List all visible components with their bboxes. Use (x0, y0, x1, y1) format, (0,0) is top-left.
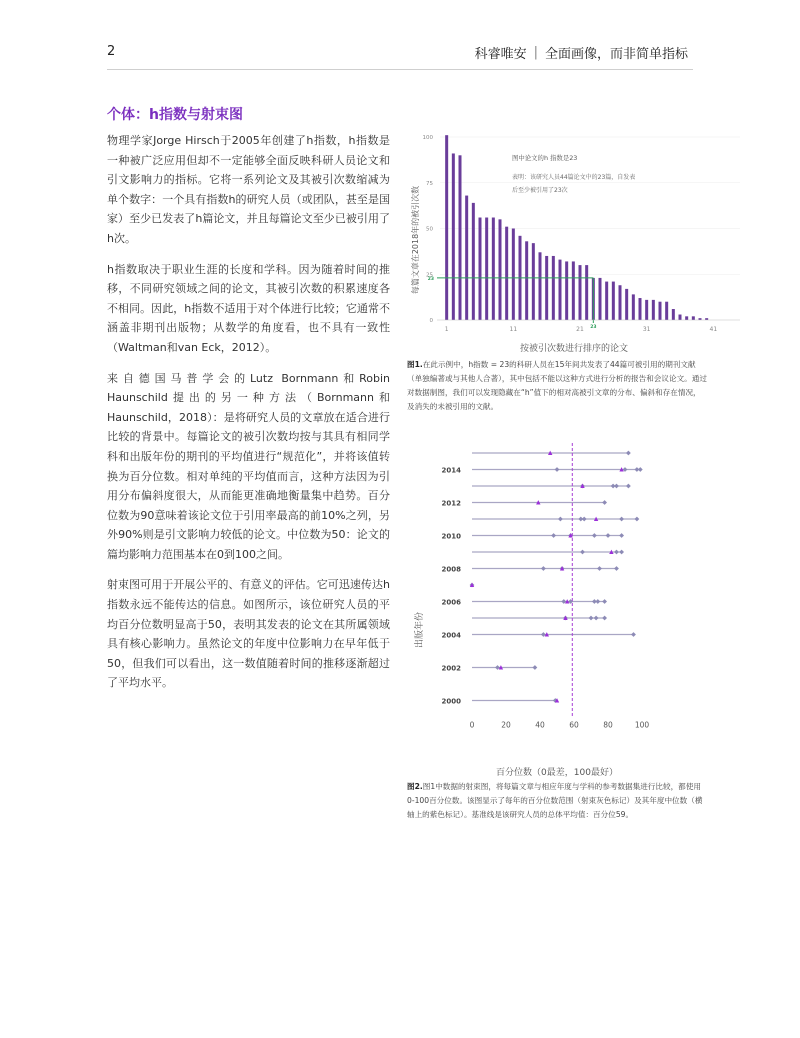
beam-point (558, 517, 563, 522)
bar (459, 155, 462, 320)
y-tick-label: 100 (422, 135, 433, 141)
beam-point (602, 500, 607, 505)
beam-row (472, 484, 631, 489)
x-axis-label: 百分位数（0最差，100最好） (496, 768, 618, 778)
beam-row (472, 500, 607, 505)
beam-point (580, 550, 585, 555)
x-tick-label: 100 (634, 720, 650, 730)
h-index-y-marker: 23 (427, 276, 434, 282)
beam-point (631, 632, 636, 637)
y-tick-label: 2010 (441, 532, 461, 541)
paragraph-percentile-method: 来自德国马普学会的Lutz Bornmann和Robin Haunschild提出的另一种方法（Bornmann和Haunschild，2018）：是将研究人员的文章放在适合进行比较的背景中。每篇论文的被引次数均按与其具有相同学科和出版年份的期刊的平均值进行“规范化”，并将该值转换为百分位数。相对单纯的平均值而言，这种方法因为引用分布偏斜度很大，从而能更准确地衡量集中趋势。百分位数为90意味着该论文位于引用率最高的前10%之列，另外90%则是引文影响力较低的论文。中位数为50：论文的篇均影响力范围基本在0到100之间。 (107, 371, 390, 561)
beam-point (582, 517, 587, 522)
header-separator: | (533, 45, 538, 60)
y-tick-label: 2012 (441, 499, 461, 508)
bar (499, 219, 502, 320)
beam-point (614, 566, 619, 571)
y-tick-label: 2000 (441, 697, 461, 706)
bar (639, 298, 642, 320)
beam-point (551, 533, 556, 538)
bar (552, 256, 555, 320)
bar (625, 289, 628, 320)
paragraph-beamplot: 射束图可用于开展公平的、有意义的评估。它可迅速传达h指数永远不能传达的信息。如图所示，该位研究人员的平均百分位数明显高于50，表明其发表的论文在其所属领域具有核心影响力。虽然论文的年度中位影响力在早年低于50，但我们可以看出，这一数值随着时间的推移逐渐超过了平均水平。 (107, 578, 390, 690)
bar (565, 261, 568, 320)
bar (652, 300, 655, 320)
x-tick-label: 31 (642, 326, 651, 333)
beam-point (533, 665, 538, 670)
y-tick-label: 0 (429, 318, 433, 324)
beam-row (472, 550, 624, 555)
bar (645, 300, 648, 320)
beam-point (614, 484, 619, 489)
y-tick-label: 25 (426, 272, 433, 279)
figure-1-caption (407, 358, 707, 414)
y-gridlines (440, 137, 740, 274)
beam-point (614, 550, 619, 555)
x-axis-label: 按被引次数进行排序的论文 (519, 344, 629, 354)
header-divider (107, 69, 693, 70)
page-number: 2 (107, 44, 116, 59)
h-index-x-marker: 23 (590, 325, 597, 330)
figure-2-beamplot (408, 440, 658, 785)
header-slogan: 全面画像，而非简单指标 (544, 47, 688, 62)
bar (452, 153, 455, 320)
running-header (475, 43, 688, 62)
beam-row (472, 467, 643, 472)
beam-point (541, 566, 546, 571)
bar (545, 256, 548, 320)
bar (692, 316, 695, 320)
x-tick-label: 1 (444, 326, 449, 333)
bar (512, 229, 515, 321)
x-tick-label: 80 (603, 720, 613, 730)
bar (659, 302, 662, 320)
x-tick-label: 21 (576, 326, 584, 333)
beam-point (635, 517, 640, 522)
beam-point (619, 533, 624, 538)
beamplot-rows (470, 451, 643, 703)
beam-point (626, 484, 631, 489)
beamplot-axes (442, 467, 650, 730)
beam-row (472, 533, 624, 538)
bar (539, 252, 542, 320)
beam-row (470, 583, 475, 588)
body-text-column (107, 131, 390, 704)
bar (672, 309, 675, 320)
bar (485, 218, 488, 320)
annotation-explanation-2: 后至少被引用了23次 (512, 187, 568, 194)
beam-row (472, 616, 607, 621)
y-tick-labels (423, 135, 434, 324)
x-tick-labels (445, 326, 718, 333)
bar (525, 241, 528, 320)
figure-1-citation-bar-chart (404, 125, 744, 355)
paragraph-h-index-limits: h指数取决于职业生涯的长度和学科。因为随着时间的推移，不同研究领域之间的论文，其被引次数的积累速度各不相同。因此，h指数不适用于对个体进行比较；它通常不涵盖非期刊出版物；从数学的角度看，也不具有一致性（Waltman和van Eck，2012）。 (107, 262, 390, 354)
bar (612, 282, 615, 320)
bar (492, 218, 495, 320)
bar (679, 315, 682, 320)
beam-row (472, 632, 636, 637)
bar (465, 196, 468, 320)
figure-2-caption (407, 780, 707, 822)
beam-point (602, 599, 607, 604)
annotation-explanation-1: 表明：该研究人员44篇论文中的23篇，自发表 (512, 174, 636, 181)
bar (472, 203, 475, 320)
bar (479, 218, 482, 320)
beam-point (638, 467, 643, 472)
bar (559, 260, 562, 320)
bar (665, 302, 668, 320)
x-tick-label: 41 (709, 326, 718, 333)
figure-2-caption-text: 图1中数据的射束图，将每篇文章与相应年度与学科的参考数据集进行比较，都使用0-100百分位数。该图显示了每年的百分位数范围（射束灰色标记）及其年度中位数（横轴上的紫色标记）。基准线是该研究人员的总体平均值：百分位59。 (407, 782, 703, 819)
brand-name: 科睿唯安 (474, 47, 527, 62)
y-tick-label: 2002 (441, 664, 461, 673)
beam-row (472, 566, 619, 571)
bar (599, 278, 602, 320)
beam-point (592, 533, 597, 538)
beam-point (589, 616, 594, 621)
y-tick-label: 2008 (441, 565, 461, 574)
x-tick-label: 20 (501, 720, 511, 730)
bar (445, 135, 448, 320)
bar (585, 265, 588, 320)
y-tick-label: 75 (426, 180, 433, 187)
beam-point (594, 616, 599, 621)
beam-point (595, 599, 600, 604)
beam-row (472, 599, 607, 604)
annotation-h-index: 图中论文的h 指数是23 (512, 154, 578, 162)
beam-row (472, 451, 631, 456)
figure-2-caption-label: 图2. (407, 782, 423, 791)
y-axis-label: 每篇文章在2018年的被引次数 (411, 185, 420, 295)
y-tick-label: 2006 (441, 598, 461, 607)
paragraph-h-index-intro: 物理学家Jorge Hirsch于2005年创建了h指数，h指数是一种被广泛应用但却不一定能够全面反映科研人员论文和引文影响力的指标。它将一系列论文及其被引次数缩减为单个数字：一个具有指数h的研究人员（或团队，甚至是国家）至少已发表了h篇论文，并且每篇论文至少已被引用了h次。 (107, 134, 390, 245)
bar (532, 243, 535, 320)
beam-point (555, 467, 560, 472)
bar (505, 227, 508, 320)
bar-series (445, 135, 708, 320)
bar (685, 316, 688, 320)
x-tick-label: 40 (535, 720, 545, 730)
bar (619, 285, 622, 320)
y-axis-label: 出版年份 (415, 611, 425, 649)
y-tick-label: 2004 (441, 631, 461, 640)
bar (572, 261, 575, 320)
beam-row (472, 665, 537, 670)
beam-point (626, 451, 631, 456)
beam-point (597, 566, 602, 571)
beam-point (606, 533, 611, 538)
x-tick-label: 0 (469, 720, 475, 730)
section-title: 个体：h指数与射束图 (107, 107, 243, 123)
y-tick-label: 50 (426, 226, 433, 233)
x-tick-label: 60 (569, 720, 579, 730)
beam-row (472, 698, 559, 703)
figure-1-caption-text: 在此示例中，h指数 = 23的科研人员在15年间共发表了44篇可被引用的期刊文献（单独编著或与其他人合著），其中包括不能以这种方式进行分析的报告和会议论文。通过对数据制图，我们可以发现隐藏在“h”值下的相对高被引文章的分布、偏斜和存在情况，及消失的未被引用的文献。 (407, 360, 707, 411)
bar (605, 282, 608, 320)
y-tick-label: 2014 (441, 466, 461, 475)
x-tick-label: 11 (509, 326, 518, 333)
bar (632, 294, 635, 320)
beam-point (619, 550, 624, 555)
figure-1-caption-label: 图1. (407, 360, 423, 369)
beam-point (602, 616, 607, 621)
bar (579, 265, 582, 320)
beam-row (472, 517, 639, 522)
beam-point (619, 517, 624, 522)
